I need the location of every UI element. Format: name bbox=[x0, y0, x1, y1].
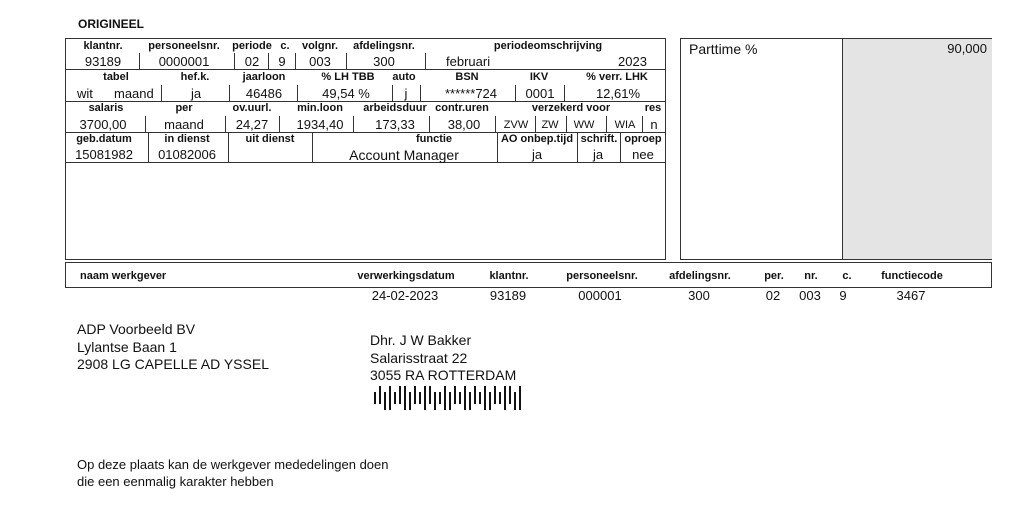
lh-tbb-value: 49,54 % bbox=[322, 86, 370, 101]
contr-uren-value: 38,00 bbox=[447, 117, 481, 132]
header-contr-uren: contr.uren bbox=[435, 102, 489, 114]
footer-nr: 003 bbox=[799, 288, 821, 303]
verzekerd-zw: ZW bbox=[541, 119, 559, 131]
afdelingsnr-value: 300 bbox=[373, 54, 395, 69]
salaris-value: 3700,00 bbox=[79, 117, 127, 132]
header-per: per bbox=[175, 102, 193, 114]
employee-street: Salarisstraat 22 bbox=[370, 350, 468, 366]
header-ov-uurl: ov.uurl. bbox=[232, 102, 272, 114]
parttime-value: 90,000 bbox=[947, 41, 987, 56]
header-jaarloon: jaarloon bbox=[242, 71, 286, 83]
klantnr-value: 93189 bbox=[84, 54, 122, 69]
geb-datum-value: 15081982 bbox=[75, 147, 133, 162]
employer-street: Lylantse Baan 1 bbox=[77, 339, 177, 355]
footer-personeelsnr: 000001 bbox=[578, 288, 622, 303]
header-lh-tbb: % LH TBB bbox=[321, 71, 375, 83]
header-uit-dienst: uit dienst bbox=[245, 133, 295, 145]
footer-header-per: per. bbox=[764, 270, 784, 282]
oproep-value: nee bbox=[632, 147, 654, 162]
ov-uurl-value: 24,27 bbox=[235, 117, 269, 132]
bsn-value: ******724 bbox=[444, 86, 498, 101]
res-value: n bbox=[650, 117, 658, 132]
footer-functiecode: 3467 bbox=[896, 288, 926, 303]
personeelsnr-value: 0000001 bbox=[158, 54, 210, 69]
schrift-value: ja bbox=[592, 147, 604, 162]
periode-jaar-value: 2023 bbox=[618, 54, 647, 69]
header-ikv: IKV bbox=[529, 71, 549, 83]
hefk-value: ja bbox=[190, 86, 202, 101]
periode-value: 02 bbox=[244, 54, 260, 69]
verzekerd-wia: WIA bbox=[614, 119, 636, 131]
footer-header-personeelsnr: personeelsnr. bbox=[566, 270, 638, 282]
header-min-loon: min.loon bbox=[297, 102, 343, 114]
volgnr-value: 003 bbox=[309, 54, 331, 69]
header-oproep: oproep bbox=[624, 133, 662, 145]
header-klantnr: klantnr. bbox=[83, 40, 123, 52]
header-periode: periode bbox=[232, 40, 272, 52]
employer-name: ADP Voorbeeld BV bbox=[77, 321, 196, 337]
message-line-1: Op deze plaats kan de werkgever mededelingen doen bbox=[77, 457, 389, 472]
footer-c: 9 bbox=[839, 288, 847, 303]
header-res: res bbox=[644, 102, 662, 114]
header-functie: functie bbox=[415, 133, 453, 145]
periode-maand-value: februari bbox=[446, 54, 491, 69]
footer-header-functiecode: functiecode bbox=[881, 270, 943, 282]
header-periodeomschrijving: periodeomschrijving bbox=[493, 40, 603, 52]
header-verzekerd-voor: verzekerd voor bbox=[531, 102, 611, 114]
jaarloon-value: 46486 bbox=[245, 86, 283, 101]
header-geb-datum: geb.datum bbox=[76, 133, 132, 145]
footer-verwerkingsdatum: 24-02-2023 bbox=[371, 288, 439, 303]
header-in-dienst: in dienst bbox=[164, 133, 210, 145]
arbeidsduur-value: 173,33 bbox=[375, 117, 415, 132]
ikv-value: 0001 bbox=[525, 86, 555, 101]
verzekerd-zvw: ZVW bbox=[503, 119, 529, 131]
header-bsn: BSN bbox=[455, 71, 479, 83]
per-value: maand bbox=[164, 117, 204, 132]
header-c: c. bbox=[280, 40, 290, 52]
header-tabel: tabel bbox=[103, 71, 129, 83]
header-afdelingsnr: afdelingsnr. bbox=[353, 40, 415, 52]
ao-onbep-tijd-value: ja bbox=[531, 147, 543, 162]
postal-barcode-icon bbox=[374, 384, 524, 410]
tabel-periode-value: maand bbox=[114, 86, 154, 101]
footer-afdelingsnr: 300 bbox=[688, 288, 710, 303]
footer-header-klantnr: klantnr. bbox=[489, 270, 529, 282]
employee-city: 3055 RA ROTTERDAM bbox=[370, 367, 517, 383]
parttime-box bbox=[680, 38, 992, 260]
header-auto: auto bbox=[392, 71, 416, 83]
header-schrift: schrift. bbox=[580, 133, 618, 145]
document-title: ORIGINEEL bbox=[78, 17, 145, 31]
message-line-2: die een eenmalig karakter hebben bbox=[77, 474, 274, 489]
employer-city: 2908 LG CAPELLE AD YSSEL bbox=[77, 356, 269, 372]
header-salaris: salaris bbox=[88, 102, 124, 114]
parttime-label: Parttime % bbox=[689, 41, 758, 57]
min-loon-value: 1934,40 bbox=[296, 117, 344, 132]
tabel-kleur-value: wit bbox=[77, 86, 93, 101]
c-value: 9 bbox=[278, 54, 286, 69]
header-verr-lhk: % verr. LHK bbox=[586, 71, 648, 83]
footer-klantnr: 93189 bbox=[489, 288, 527, 303]
footer-header-c: c. bbox=[842, 270, 852, 282]
header-personeelsnr: personeelsnr. bbox=[148, 40, 220, 52]
in-dienst-value: 01082006 bbox=[158, 147, 216, 162]
functie-value: Account Manager bbox=[349, 147, 459, 163]
employee-name: Dhr. J W Bakker bbox=[370, 332, 472, 348]
auto-value: j bbox=[404, 86, 408, 101]
footer-header-bar bbox=[65, 262, 992, 288]
footer-header-afdelingsnr: afdelingsnr. bbox=[669, 270, 731, 282]
header-arbeidsduur: arbeidsduur bbox=[363, 102, 427, 114]
footer-naam-werkgever: naam werkgever bbox=[80, 270, 167, 282]
payroll-details-box bbox=[65, 38, 666, 260]
header-ao-onbep-tijd: AO onbep.tijd bbox=[500, 133, 574, 145]
footer-header-nr: nr. bbox=[804, 270, 818, 282]
footer-header-verwerkingsdatum: verwerkingsdatum bbox=[357, 270, 455, 282]
verr-lhk-value: 12,61% bbox=[595, 86, 641, 101]
parttime-shaded-area bbox=[842, 39, 992, 259]
header-volgnr: volgnr. bbox=[301, 40, 339, 52]
footer-per: 02 bbox=[765, 288, 781, 303]
header-hefk: hef.k. bbox=[180, 71, 210, 83]
verzekerd-ww: WW bbox=[573, 119, 595, 131]
